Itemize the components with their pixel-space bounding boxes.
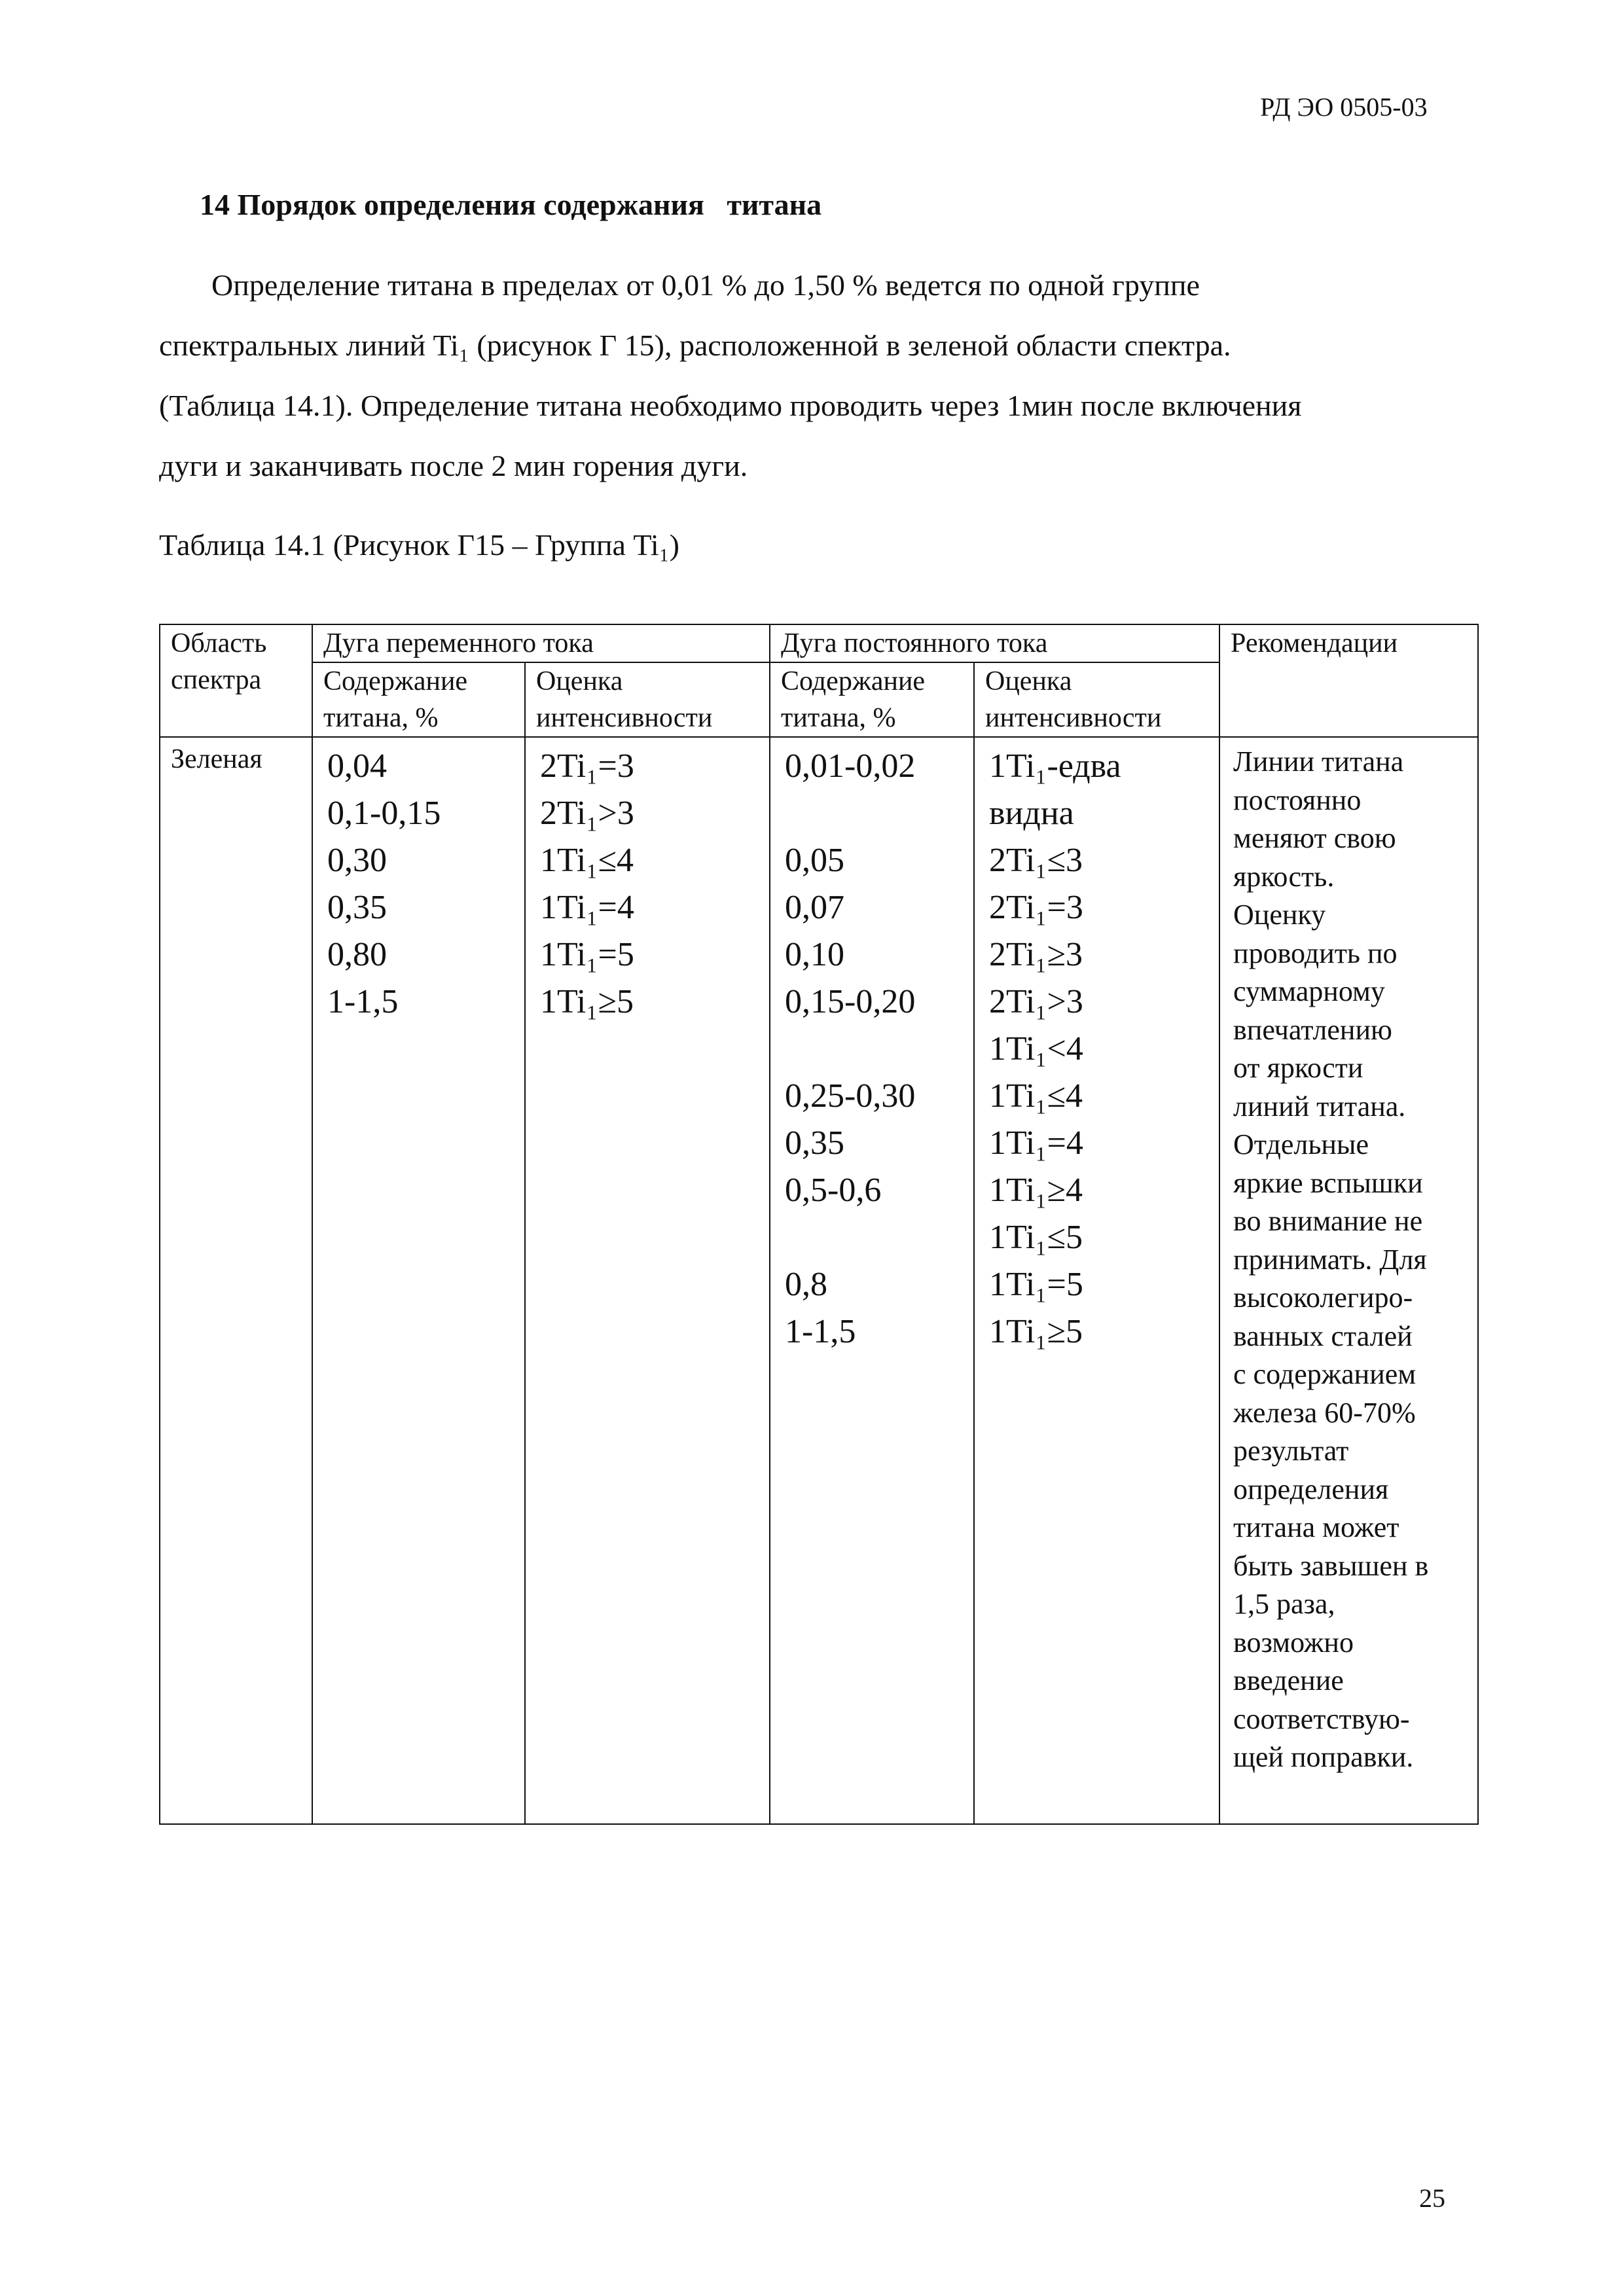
cell-dc-content (770, 737, 974, 1824)
cell-line: 2Ti₁>3 (989, 983, 1083, 1020)
cell-line: возможно (1233, 1626, 1354, 1659)
cell-line: яркие вспышки (1233, 1166, 1423, 1199)
intro-paragraph (159, 255, 1462, 496)
cell-line: 1Ti₁≥4 (989, 1172, 1083, 1209)
cell-line: видна (989, 795, 1074, 832)
cell-line: 1-1,5 (785, 1313, 856, 1350)
cell-line: 1Ti₁<4 (989, 1030, 1083, 1067)
cell-line: 2Ti₁=3 (540, 747, 634, 785)
cell-line: 1Ti₁=5 (540, 936, 634, 973)
cell-line: 1Ti₁≤5 (989, 1219, 1083, 1256)
cell-line: от яркости (1233, 1052, 1363, 1084)
cell-line: введение (1233, 1664, 1344, 1696)
cell-line: 1Ti₁≤4 (989, 1077, 1083, 1115)
cell-line: 2Ti₁≤3 (989, 842, 1083, 879)
cell-line: принимать. Для (1233, 1243, 1427, 1276)
cell-line: 0,05 (785, 842, 844, 879)
paragraph-line: (Таблица 14.1). Определение титана необходимо проводить через 1мин после включения (159, 389, 1302, 422)
header-recommendations: Рекомендации (1219, 624, 1478, 737)
cell-line: результат (1233, 1435, 1349, 1467)
cell-line: 0,30 (327, 842, 387, 879)
cell-line: 0,1-0,15 (327, 795, 441, 832)
cell-line: 0,35 (785, 1124, 844, 1162)
section-title: 14 Порядок определения содержания титана (200, 188, 822, 221)
cell-line: 0,04 (327, 747, 387, 785)
cell-line: 1Ti₁=4 (540, 889, 634, 926)
paragraph-line: Определение титана в пределах от 0,01 % до 1,50 % ведется по одной группе (211, 268, 1200, 302)
cell-line (785, 1026, 959, 1073)
titanium-table (159, 624, 1479, 1825)
cell-line: 0,15-0,20 (785, 983, 916, 1020)
header-ac-content: Содержание титана, % (312, 662, 525, 737)
paragraph-line: дуги и заканчивать после 2 мин горения дуги. (159, 449, 748, 482)
cell-line: 1Ti₁-едва (989, 747, 1121, 785)
cell-line: постоянно (1233, 783, 1362, 816)
cell-line: 1Ti₁=5 (989, 1266, 1083, 1303)
cell-line: 1Ti₁=4 (989, 1124, 1083, 1162)
cell-line: титана может (1233, 1511, 1399, 1543)
cell-line: ванных сталей (1233, 1319, 1413, 1352)
document-code: РД ЭО 0505-03 (1260, 92, 1428, 122)
cell-spectrum-area: Зеленая (160, 737, 312, 1824)
cell-line: щей поправки. (1233, 1741, 1414, 1773)
cell-recommendations (1219, 737, 1478, 1824)
cell-line: соответствую- (1233, 1702, 1410, 1735)
cell-ac-content (312, 737, 525, 1824)
cell-dc-intensity (974, 737, 1219, 1824)
cell-line: быть завышен в (1233, 1549, 1429, 1582)
cell-line: 1Ti₁≤4 (540, 842, 634, 879)
cell-line: 0,01-0,02 (785, 747, 916, 785)
cell-line: 2Ti₁≥3 (989, 936, 1083, 973)
cell-line: 0,5-0,6 (785, 1172, 882, 1209)
cell-line: 1Ti₁≥5 (989, 1313, 1083, 1350)
cell-line: суммарному (1233, 975, 1385, 1007)
cell-line: Отдельные (1233, 1128, 1369, 1160)
cell-ac-intensity (525, 737, 770, 1824)
cell-line: 0,8 (785, 1266, 827, 1303)
cell-line (785, 790, 959, 837)
cell-line: с содержанием (1233, 1358, 1416, 1390)
cell-line: 0,10 (785, 936, 844, 973)
cell-line: проводить по (1233, 937, 1398, 969)
table-caption: Таблица 14.1 (Рисунок Г15 – Группа Ti₁) (159, 528, 679, 562)
cell-line: высоколегиро- (1233, 1282, 1413, 1314)
cell-line: 0,35 (327, 889, 387, 926)
cell-line: 2Ti₁=3 (989, 889, 1083, 926)
header-spectrum-area: Область спектра (160, 624, 312, 737)
cell-line: 1-1,5 (327, 983, 399, 1020)
cell-line: 1Ti₁≥5 (540, 983, 634, 1020)
header-dc-content: Содержание титана, % (770, 662, 974, 737)
cell-line: линий титана. (1233, 1090, 1406, 1122)
page-number: 25 (1419, 2183, 1445, 2213)
cell-line: впечатлению (1233, 1013, 1392, 1046)
cell-line (785, 1214, 959, 1261)
cell-line: Оценку (1233, 899, 1326, 931)
header-dc-intensity: Оценка интенсивности (974, 662, 1219, 737)
cell-line: 2Ti₁>3 (540, 795, 634, 832)
header-ac-arc: Дуга переменного тока (312, 624, 770, 662)
cell-line: меняют свою (1233, 822, 1396, 854)
cell-line: 0,80 (327, 936, 387, 973)
header-ac-intensity: Оценка интенсивности (525, 662, 770, 737)
cell-line: во внимание не (1233, 1205, 1423, 1237)
paragraph-line: спектральных линий Ti₁ (рисунок Г 15), расположенной в зеленой области спектра. (159, 329, 1231, 362)
cell-line: определения (1233, 1473, 1389, 1505)
cell-line: яркость. (1233, 860, 1335, 893)
cell-line: железа 60-70% (1233, 1396, 1416, 1429)
header-dc-arc: Дуга постоянного тока (770, 624, 1219, 662)
cell-line: 0,25-0,30 (785, 1077, 916, 1115)
cell-line: Линии титана (1233, 745, 1404, 778)
cell-line: 0,07 (785, 889, 844, 926)
cell-line: 1,5 раза, (1233, 1588, 1335, 1620)
